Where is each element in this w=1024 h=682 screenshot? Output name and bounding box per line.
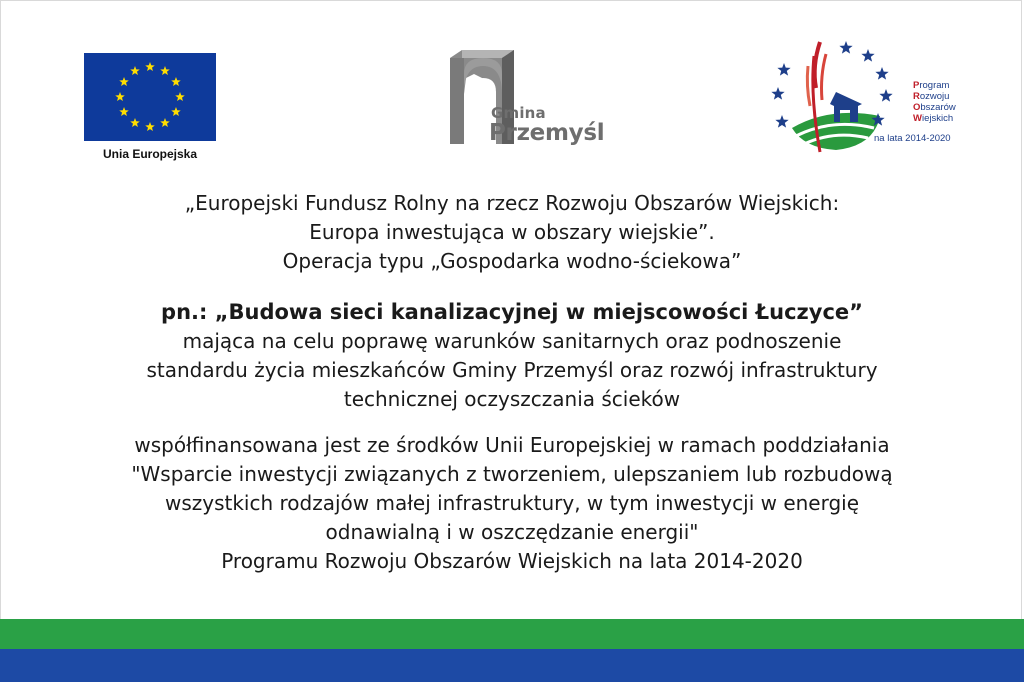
prow-star-icon bbox=[875, 67, 888, 80]
prow-star-icon bbox=[775, 115, 788, 128]
prow-star-icon bbox=[861, 49, 874, 62]
gmina-name: Przemyśl bbox=[489, 120, 605, 146]
prow-line-2: Rozwoju bbox=[913, 91, 950, 102]
fund-line-1: „Europejski Fundusz Rolny na rzecz Rozwoju Obszarów Wiejskich: bbox=[184, 191, 840, 215]
funding-line-1: współfinansowana jest ze środków Unii Europejskiej w ramach poddziałania bbox=[134, 433, 890, 457]
project-line-2: standardu życia mieszkańców Gminy Przemyśl oraz rozwój infrastruktury bbox=[146, 358, 878, 382]
funding-description bbox=[40, 431, 984, 576]
project-line-1: mająca na celu poprawę warunków sanitarnych oraz podnoszenie bbox=[182, 329, 842, 353]
funding-line-5: Programu Rozwoju Obszarów Wiejskich na lata 2014-2020 bbox=[221, 549, 803, 573]
eu-caption: Unia Europejska bbox=[102, 147, 198, 161]
blue-stripe bbox=[0, 649, 1024, 682]
gmina-label: Gmina bbox=[491, 104, 546, 122]
prow-star-icon bbox=[839, 41, 852, 54]
prow-star-icon bbox=[777, 63, 790, 76]
prow-star-icon bbox=[879, 89, 892, 102]
project-line-3: technicznej oczyszczania ścieków bbox=[343, 387, 681, 411]
eu-stars-icon bbox=[84, 53, 216, 141]
prow-star-icon bbox=[771, 87, 784, 100]
funding-line-2: "Wsparcie inwestycji związanych z tworzeniem, ulepszaniem lub rozbudową bbox=[131, 462, 893, 486]
fund-description bbox=[40, 189, 984, 276]
prow-name bbox=[913, 80, 956, 124]
project-description bbox=[40, 298, 984, 414]
project-title: pn.: „Budowa sieci kanalizacyjnej w miejscowości Łuczyce” bbox=[161, 300, 863, 324]
eu-flag-logo bbox=[84, 53, 216, 141]
green-stripe bbox=[0, 619, 1024, 649]
fund-line-2: Europa inwestująca w obszary wiejskie”. bbox=[309, 220, 715, 244]
fund-line-3: Operacja typu „Gospodarka wodno-ściekowa” bbox=[282, 249, 742, 273]
funding-line-3: wszystkich rodzajów małej infrastruktury, w tym inwestycji w energię bbox=[164, 491, 860, 515]
prow-line-1: Program bbox=[913, 80, 950, 91]
prow-line-4: Wiejskich bbox=[913, 113, 954, 124]
funding-line-4: odnawialną i w oszczędzanie energii" bbox=[325, 520, 699, 544]
prow-years: na lata 2014-2020 bbox=[874, 133, 951, 144]
prow-line-3: Obszarów bbox=[913, 102, 956, 113]
